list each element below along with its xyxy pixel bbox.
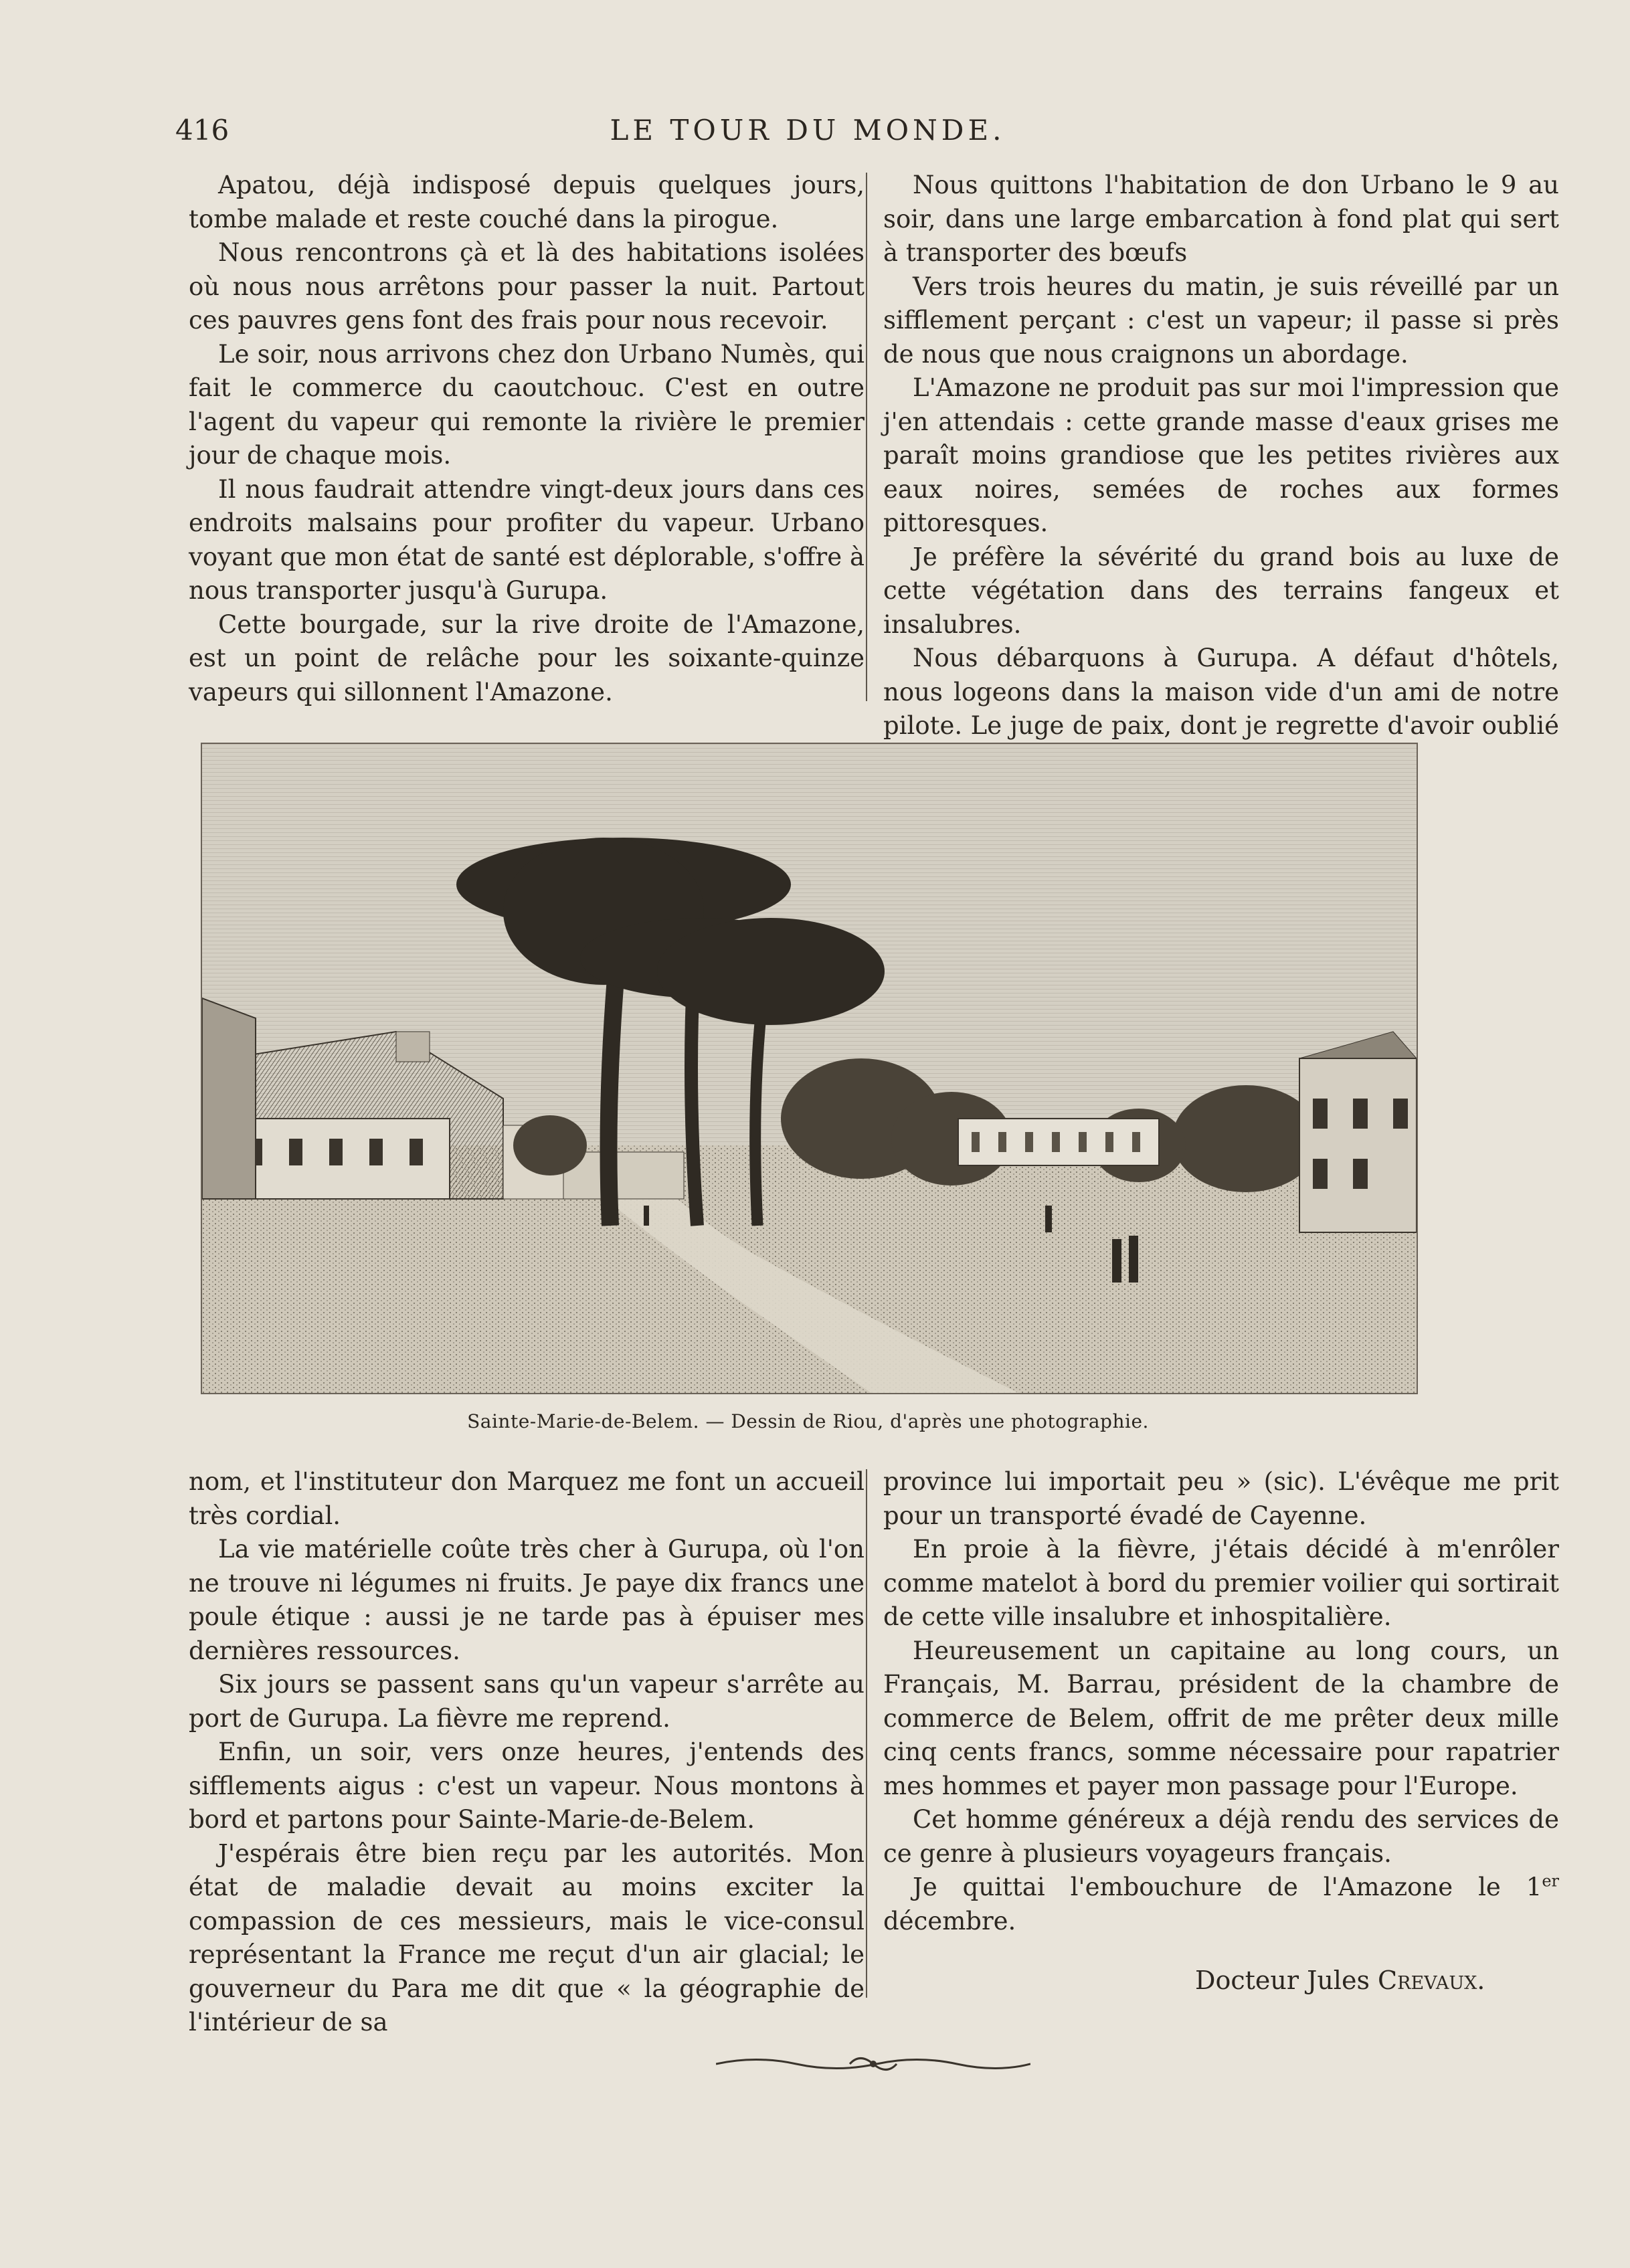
column-divider-bottom xyxy=(866,1469,867,1998)
column-top-left xyxy=(189,169,865,709)
paragraph: Enfin, un soir, vers onze heures, j'entends des sifflements aigus : c'est un vapeur. Nous montons à bord et partons pour Sainte-Marie-de-Belem. xyxy=(189,1737,865,1834)
column-bottom-right xyxy=(883,1465,1559,1938)
paragraph: Cette bourgade, sur la rive droite de l'Amazone, est un point de relâche pour les soixante-quinze vapeurs qui sillonnent l'Amazone. xyxy=(189,609,865,706)
paragraph: Le soir, nous arrivons chez don Urbano Numès, qui fait le commerce du caoutchouc. C'est en outre l'agent du vapeur qui remonte la rivière le premier jour de chaque mois. xyxy=(189,339,865,470)
palace-background xyxy=(958,1119,1159,1165)
paragraph: L'Amazone ne produit pas sur moi l'impression que j'en attendais : cette grande masse d'eaux grises me paraît moins grandiose que les petites rivières aux eaux noires, semées de roches aux formes pittoresques. xyxy=(883,373,1559,537)
ordinal-suffix: er xyxy=(1542,1871,1559,1891)
engraving-illustration xyxy=(202,744,1417,1393)
paragraph-final: Je quittai l'embouchure de l'Amazone le 1er décembre. xyxy=(883,1871,1559,1935)
paragraph: Nous rencontrons çà et là des habitations isolées où nous nous arrêtons pour passer la nuit. Partout ces pauvres gens font des frais pour nous recevoir. xyxy=(189,238,865,335)
paragraph: Heureusement un capitaine au long cours, un Français, M. Barrau, président de la chambre de commerce de Belem, offrit de me prêter deux mille cinq cents francs, somme nécessaire pour rapatrier mes hommes et payer mon passage pour l'Europe. xyxy=(883,1636,1559,1800)
paragraph: nom, et l'instituteur don Marquez me font un accueil très cordial. xyxy=(189,1467,865,1530)
paragraph: Vers trois heures du matin, je suis réveillé par un sifflement perçant : c'est un vapeur; il passe si près de nous que nous craignons un abordage. xyxy=(883,272,1559,369)
paragraph: Je préfère la sévérité du grand bois au luxe de cette végétation dans des terrains fangeux et insalubres. xyxy=(883,542,1559,639)
paragraph: Il nous faudrait attendre vingt-deux jours dans ces endroits malsains pour profiter du vapeur. Urbano voyant que mon état de santé est déplorable, s'offre à nous transporter jusqu'à Gurupa. xyxy=(189,474,865,605)
paragraph: La vie matérielle coûte très cher à Gurupa, où l'on ne trouve ni légumes ni fruits. Je paye dix francs une poule étique : aussi je ne tarde pas à épuiser mes dernières ressources. xyxy=(189,1535,865,1665)
paragraph: Nous débarquons à Gurupa. A défaut d'hôtels, nous logeons dans la maison vide d'un ami de notre pilote. Le juge de paix, dont je regrette d'avoir oublié xyxy=(883,644,1559,740)
paragraph: J'espérais être bien reçu par les autorités. Mon état de maladie devait au moins exciter la compassion de ces messieurs, mais le vice-consul représentant la France me reçut d'un air glacial; le gouverneur du Para me dit que « la géographie de l'intérieur de sa xyxy=(189,1838,865,2037)
paragraph: Nous quittons l'habitation de don Urbano le 9 au soir, dans une large embarcation à fond plat qui sert à transporter des bœufs xyxy=(883,171,1559,267)
page-number: 416 xyxy=(175,114,230,147)
paragraph: En proie à la fièvre, j'étais décidé à m'enrôler comme matelot à bord du premier voilier qui sortirait de cette ville insalubre et inhospitalière. xyxy=(883,1535,1559,1631)
journal-title: LE TOUR DU MONDE. xyxy=(610,114,1006,147)
paragraph: Apatou, déjà indisposé depuis quelques jours, tombe malade et reste couché dans la pirogue. xyxy=(189,171,865,233)
column-bottom-right-body xyxy=(883,1465,1559,1871)
engraving-sainte-marie-de-belem xyxy=(201,743,1418,1394)
end-ornament xyxy=(716,2047,1030,2081)
paragraph: Six jours se passent sans qu'un vapeur s'arrête au port de Gurupa. La fièvre me reprend. xyxy=(189,1670,865,1733)
signature-surname: Crevaux. xyxy=(1378,1966,1485,1995)
paragraph: province lui importait peu » (sic). L'évêque me prit pour un transporté évadé de Cayenne. xyxy=(883,1467,1559,1530)
running-head xyxy=(175,114,1440,154)
column-bottom-left xyxy=(189,1465,865,2040)
column-divider-top xyxy=(866,173,867,701)
building-right xyxy=(1299,1032,1417,1232)
author-signature xyxy=(1195,1966,1485,1995)
paragraph: Cet homme généreux a déjà rendu des services de ce genre à plusieurs voyageurs français. xyxy=(883,1805,1559,1868)
column-top-right xyxy=(883,169,1559,777)
figure-caption: Sainte-Marie-de-Belem. — Dessin de Riou, d'après une photographie. xyxy=(467,1410,1149,1432)
signature-prefix: Docteur Jules xyxy=(1195,1966,1370,1995)
